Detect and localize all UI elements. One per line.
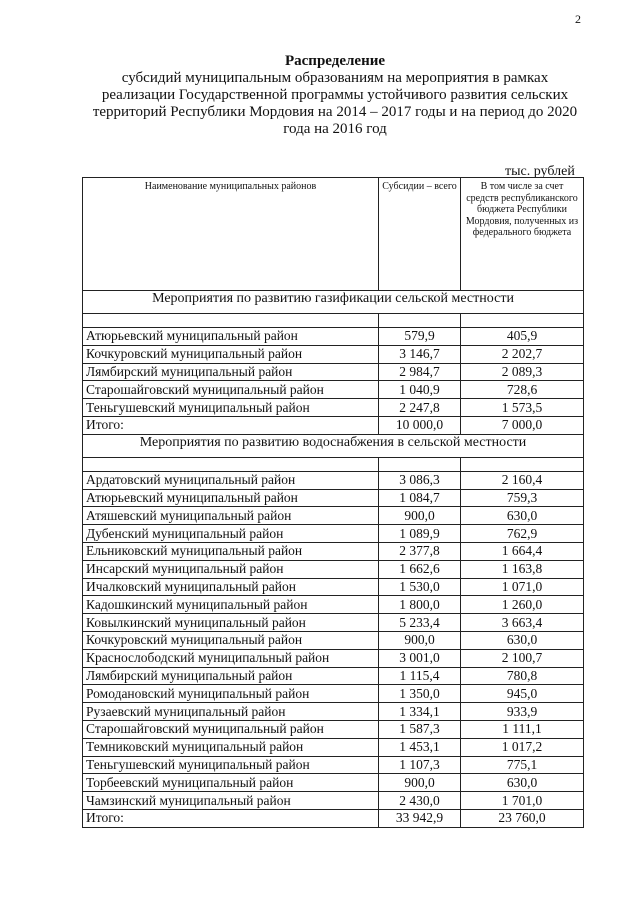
subsidy-total-cell: 3 146,7 (379, 345, 461, 363)
republican-budget-cell: 1 701,0 (461, 792, 584, 810)
subsidy-total-cell: 3 001,0 (379, 649, 461, 667)
subsidy-total-cell: 900,0 (379, 774, 461, 792)
header-district: Наименование муниципальных районов (83, 178, 379, 291)
subsidy-total-cell: 5 233,4 (379, 614, 461, 632)
republican-budget-cell: 780,8 (461, 667, 584, 685)
subsidy-total-cell: 1 587,3 (379, 720, 461, 738)
title-line: года на 2016 год (283, 121, 387, 137)
subsidy-total-cell: 1 334,1 (379, 703, 461, 721)
subsidy-total-cell: 1 530,0 (379, 578, 461, 596)
title-line: субсидий муниципальным образованиям на мероприятия в рамках (121, 70, 549, 86)
district-name-cell: Кадошкинский муниципальный район (83, 596, 379, 614)
district-name-cell: Чамзинский муниципальный район (83, 792, 379, 810)
republican-budget-cell: 762,9 (461, 525, 584, 543)
document-title (70, 52, 600, 138)
table-row (83, 667, 584, 685)
district-name-cell: Инсарский муниципальный район (83, 560, 379, 578)
district-name-cell: Лямбирский муниципальный район (83, 363, 379, 381)
title-main: Распределение (284, 53, 386, 69)
section-header-row (83, 434, 584, 457)
republican-budget-cell: 2 160,4 (461, 471, 584, 489)
table-row (83, 525, 584, 543)
district-name-cell: Лямбирский муниципальный район (83, 667, 379, 685)
table-row (83, 738, 584, 756)
table-row (83, 631, 584, 649)
table-row (83, 792, 584, 810)
republican-budget-cell: 1 664,4 (461, 542, 584, 560)
table-row (83, 649, 584, 667)
district-name-cell: Теньгушевский муниципальный район (83, 756, 379, 774)
header-total: Субсидии – всего (379, 178, 461, 291)
table-row (83, 614, 584, 632)
table-row (83, 560, 584, 578)
district-name-cell: Кочкуровский муниципальный район (83, 345, 379, 363)
district-name-cell: Краснослободский муниципальный район (83, 649, 379, 667)
republican-budget-cell: 1 111,1 (461, 720, 584, 738)
subsidy-total-cell: 10 000,0 (379, 416, 461, 434)
republican-budget-cell: 2 100,7 (461, 649, 584, 667)
district-name-cell: Ромодановский муниципальный район (83, 685, 379, 703)
spacer-row (83, 457, 584, 471)
section-title: Мероприятия по развитию газификации сельской местности (83, 291, 584, 314)
subsidy-total-cell: 1 800,0 (379, 596, 461, 614)
republican-budget-cell: 3 663,4 (461, 614, 584, 632)
subsidy-total-cell: 1 115,4 (379, 667, 461, 685)
republican-budget-cell: 945,0 (461, 685, 584, 703)
subsidy-total-cell: 1 040,9 (379, 381, 461, 399)
spacer-cell (83, 457, 379, 471)
district-name-cell: Ельниковский муниципальный район (83, 542, 379, 560)
section-title: Мероприятия по развитию водоснабжения в сельской местности (83, 434, 584, 457)
table-row (83, 381, 584, 399)
units-label: тыс. рублей (505, 164, 575, 179)
table-row (83, 756, 584, 774)
table-row (83, 489, 584, 507)
spacer-cell (83, 314, 379, 328)
subsidy-total-cell: 1 662,6 (379, 560, 461, 578)
district-name-cell: Итого: (83, 809, 379, 827)
subsidy-total-cell: 2 377,8 (379, 542, 461, 560)
spacer-row (83, 314, 584, 328)
republican-budget-cell: 630,0 (461, 631, 584, 649)
table-row (83, 471, 584, 489)
subsidy-total-cell: 33 942,9 (379, 809, 461, 827)
subsidy-table (82, 177, 584, 828)
republican-budget-cell: 23 760,0 (461, 809, 584, 827)
subsidy-total-cell: 1 084,7 (379, 489, 461, 507)
republican-budget-cell: 2 202,7 (461, 345, 584, 363)
table-row (83, 542, 584, 560)
subsidy-total-cell: 1 453,1 (379, 738, 461, 756)
subsidy-total-cell: 2 430,0 (379, 792, 461, 810)
total-row (83, 809, 584, 827)
header-row (83, 178, 584, 291)
subsidy-total-cell: 2 984,7 (379, 363, 461, 381)
table-row (83, 774, 584, 792)
district-name-cell: Темниковский муниципальный район (83, 738, 379, 756)
republican-budget-cell: 759,3 (461, 489, 584, 507)
district-name-cell: Старошайговский муниципальный район (83, 381, 379, 399)
subsidy-total-cell: 579,9 (379, 328, 461, 346)
district-name-cell: Ичалковский муниципальный район (83, 578, 379, 596)
table-row (83, 578, 584, 596)
subsidy-total-cell: 900,0 (379, 507, 461, 525)
district-name-cell: Дубенский муниципальный район (83, 525, 379, 543)
section-header-row (83, 291, 584, 314)
title-line: реализации Государственной программы устойчивого развития сельских (101, 87, 569, 103)
title-line: территорий Республики Мордовия на 2014 – 2017 годы и на период до 2020 (92, 104, 578, 120)
district-name-cell: Теньгушевский муниципальный район (83, 399, 379, 417)
republican-budget-cell: 630,0 (461, 774, 584, 792)
republican-budget-cell: 1 573,5 (461, 399, 584, 417)
district-name-cell: Итого: (83, 416, 379, 434)
district-name-cell: Рузаевский муниципальный район (83, 703, 379, 721)
table-row (83, 328, 584, 346)
table-body (83, 291, 584, 828)
republican-budget-cell: 1 163,8 (461, 560, 584, 578)
district-name-cell: Ардатовский муниципальный район (83, 471, 379, 489)
republican-budget-cell: 630,0 (461, 507, 584, 525)
district-name-cell: Торбеевский муниципальный район (83, 774, 379, 792)
table-row (83, 345, 584, 363)
republican-budget-cell: 7 000,0 (461, 416, 584, 434)
subsidy-total-cell: 900,0 (379, 631, 461, 649)
republican-budget-cell: 2 089,3 (461, 363, 584, 381)
district-name-cell: Ковылкинский муниципальный район (83, 614, 379, 632)
subsidy-total-cell: 3 086,3 (379, 471, 461, 489)
spacer-cell (379, 314, 461, 328)
table-row (83, 685, 584, 703)
district-name-cell: Старошайговский муниципальный район (83, 720, 379, 738)
district-name-cell: Атяшевский муниципальный район (83, 507, 379, 525)
spacer-cell (461, 457, 584, 471)
subsidy-total-cell: 1 107,3 (379, 756, 461, 774)
republican-budget-cell: 1 017,2 (461, 738, 584, 756)
district-name-cell: Атюрьевский муниципальный район (83, 328, 379, 346)
table-row (83, 399, 584, 417)
republican-budget-cell: 1 071,0 (461, 578, 584, 596)
subsidy-total-cell: 1 089,9 (379, 525, 461, 543)
republican-budget-cell: 728,6 (461, 381, 584, 399)
table-row (83, 363, 584, 381)
republican-budget-cell: 775,1 (461, 756, 584, 774)
header-republican: В том числе за счет средств республиканского бюджета Республики Мордовия, полученных из федерального бюджета (461, 178, 584, 291)
subsidy-total-cell: 2 247,8 (379, 399, 461, 417)
table-row (83, 507, 584, 525)
republican-budget-cell: 405,9 (461, 328, 584, 346)
table-row (83, 720, 584, 738)
page-number: 2 (575, 12, 581, 26)
district-name-cell: Атюрьевский муниципальный район (83, 489, 379, 507)
table-row (83, 703, 584, 721)
spacer-cell (461, 314, 584, 328)
district-name-cell: Кочкуровский муниципальный район (83, 631, 379, 649)
total-row (83, 416, 584, 434)
spacer-cell (379, 457, 461, 471)
subsidy-total-cell: 1 350,0 (379, 685, 461, 703)
republican-budget-cell: 1 260,0 (461, 596, 584, 614)
table-row (83, 596, 584, 614)
republican-budget-cell: 933,9 (461, 703, 584, 721)
